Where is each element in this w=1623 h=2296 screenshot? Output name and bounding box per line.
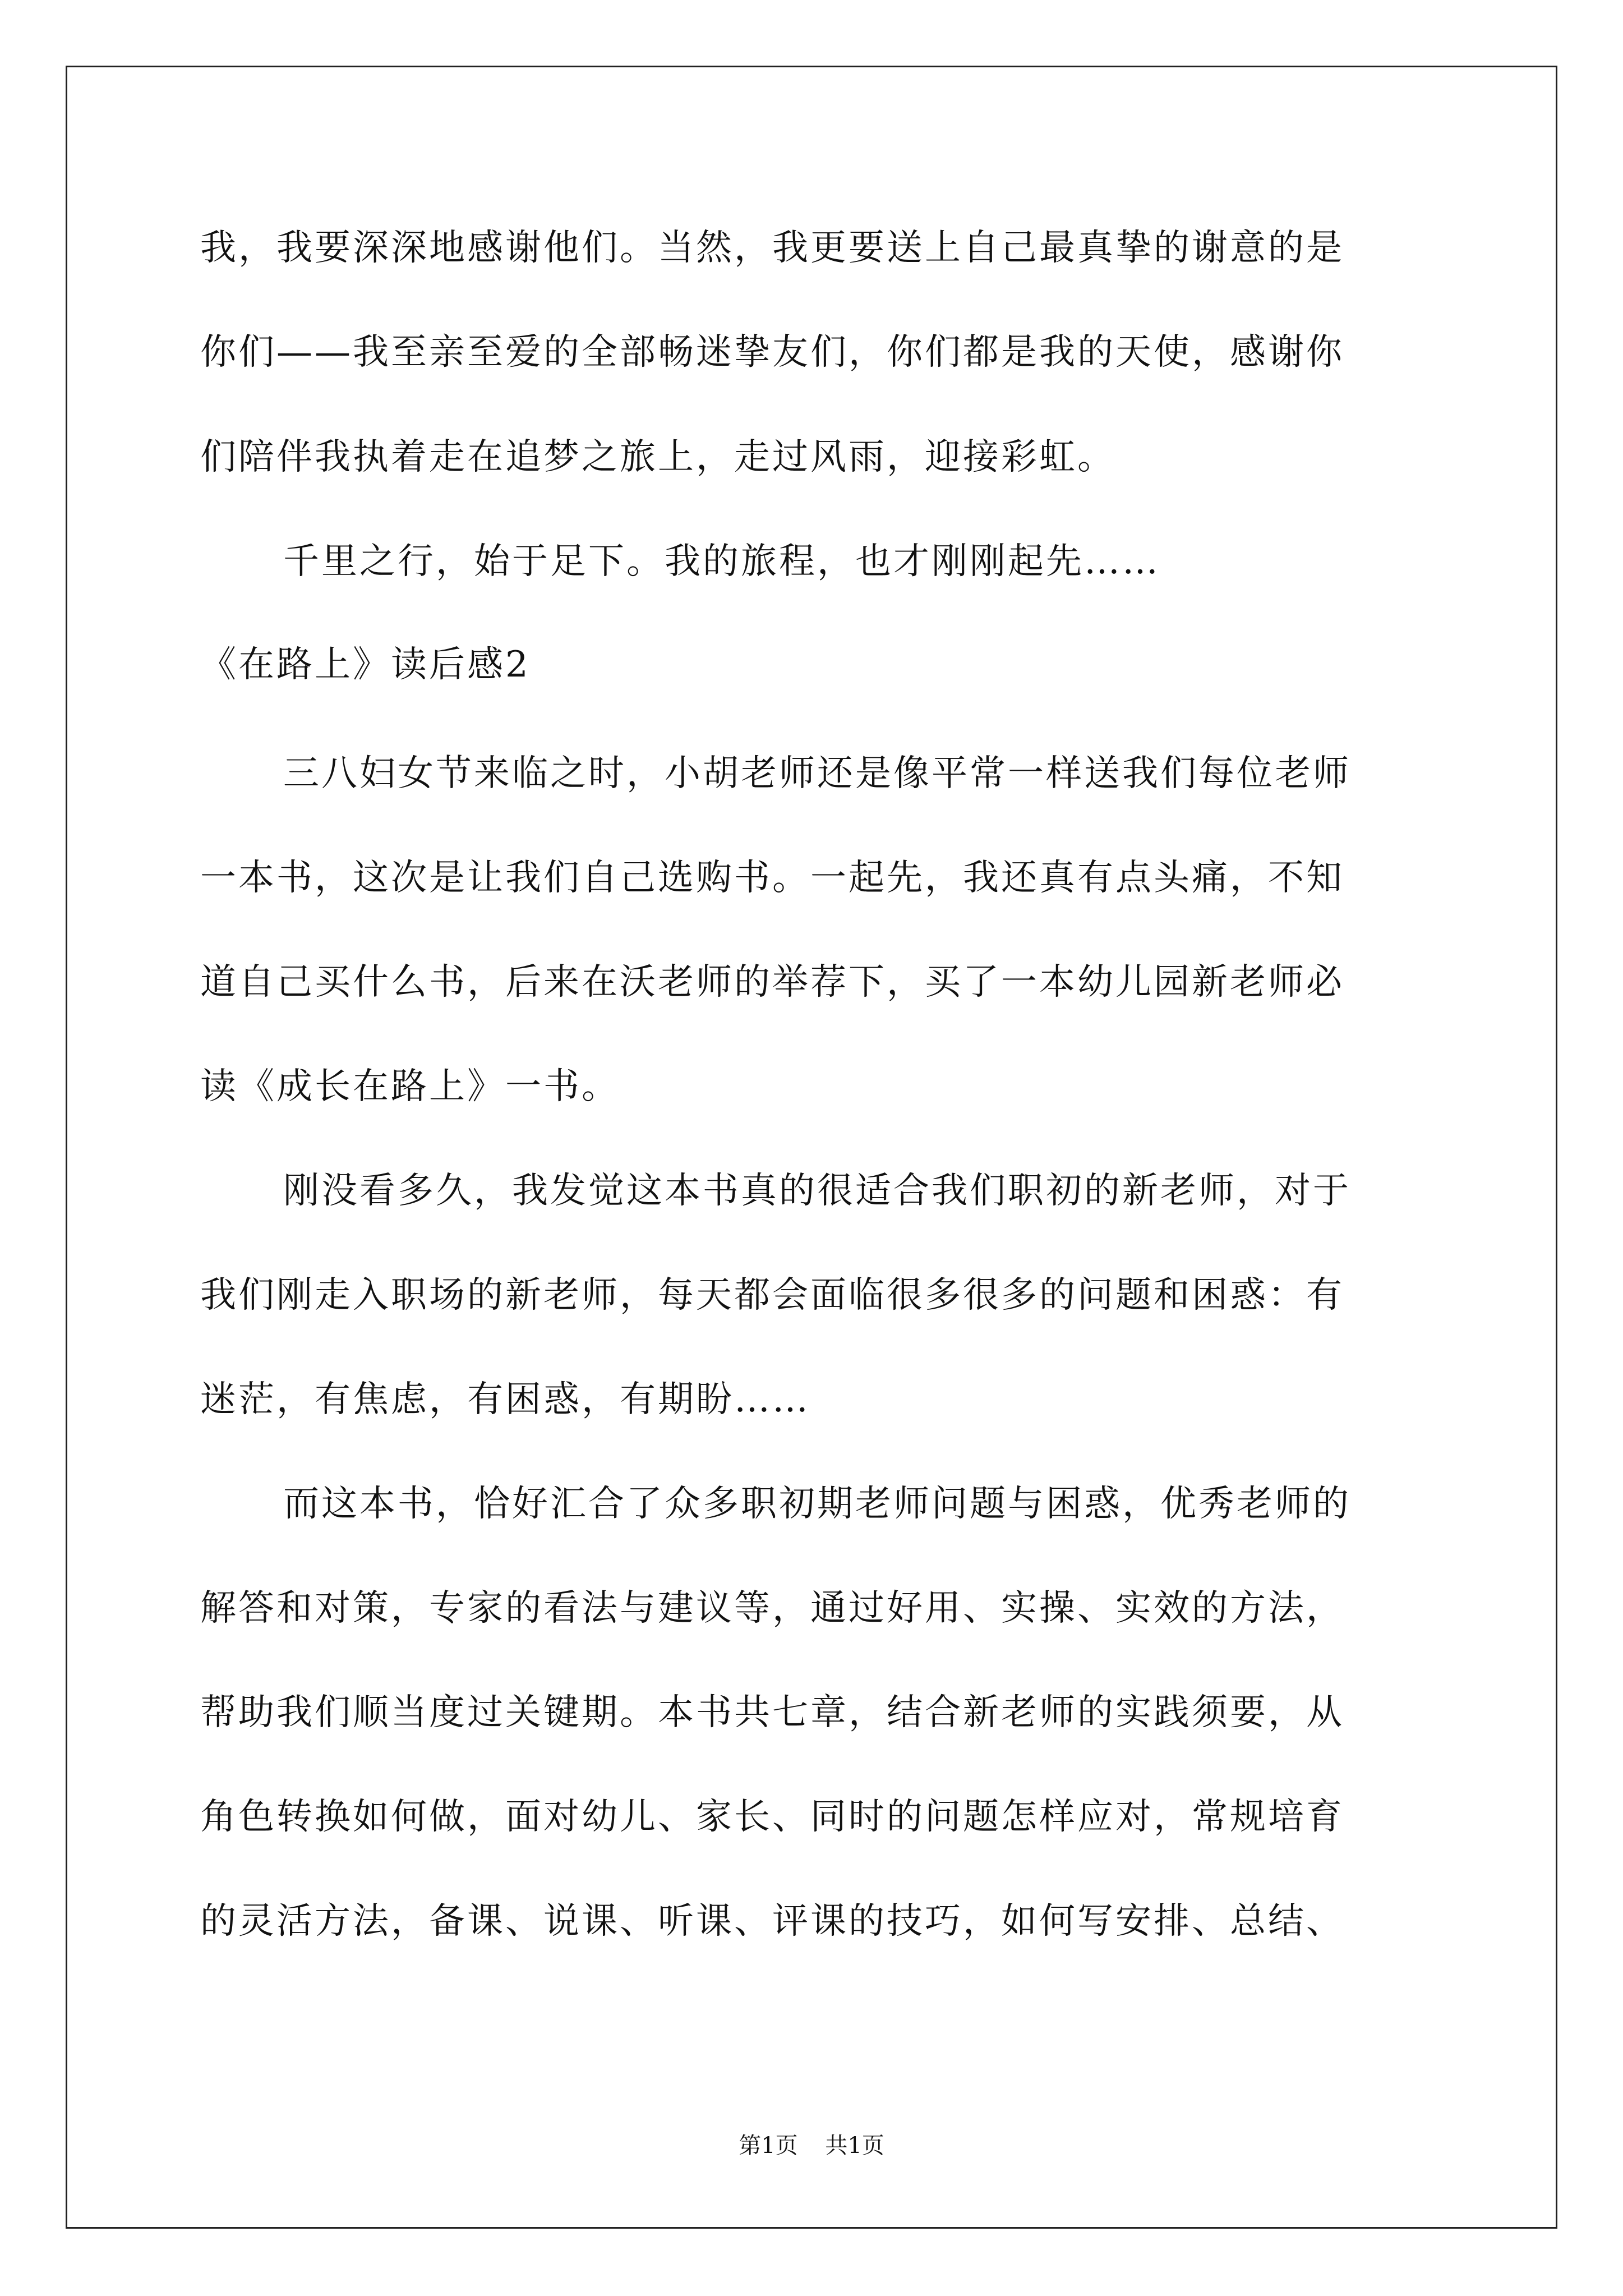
text-line: 迷茫，有焦虑，有困惑，有期盼…… — [200, 1379, 810, 1420]
text-line: 解答和对策，专家的看法与建议等，通过好用、实操、实效的方法， — [200, 1588, 1344, 1629]
text-line: 刚没看多久，我发觉这本书真的很适合我们职初的新老师，对于 — [283, 1170, 1351, 1212]
text-line: 读《成长在路上》一书。 — [200, 1066, 620, 1107]
text-line: 而这本书，恰好汇合了众多职初期老师问题与困惑，优秀老师的 — [283, 1483, 1351, 1525]
text-line: 一本书，这次是让我们自己选购书。一起先，我还真有点头痛，不知 — [200, 857, 1344, 899]
page-total: 共1页 — [825, 2133, 884, 2159]
text-line: 你们——我至亲至爱的全部畅迷挚友们，你们都是我的天使，感谢你 — [200, 332, 1344, 373]
page-footer — [0, 2132, 1623, 2160]
text-line: 我，我要深深地感谢他们。当然，我更要送上自己最真挚的谢意的是 — [200, 227, 1344, 269]
text-line: 道自己买什么书，后来在沃老师的举荐下，买了一本幼儿园新老师必 — [200, 961, 1344, 1003]
page-number: 第1页 — [739, 2133, 798, 2159]
text-line: 的灵活方法，备课、说课、听课、评课的技巧，如何写安排、总结、 — [200, 1901, 1344, 1942]
text-line: 帮助我们顺当度过关键期。本书共七章，结合新老师的实践须要，从 — [200, 1692, 1344, 1733]
text-line: 我们刚走入职场的新老师，每天都会面临很多很多的问题和困惑：有 — [200, 1274, 1344, 1316]
text-line: 角色转换如何做，面对幼儿、家长、同时的问题怎样应对，常规培育 — [200, 1796, 1344, 1838]
text-line: 三八妇女节来临之时，小胡老师还是像平常一样送我们每位老师 — [283, 753, 1351, 794]
section-heading: 《在路上》读后感2 — [200, 644, 531, 685]
text-line: 千里之行，始于足下。我的旅程，也才刚刚起先…… — [283, 541, 1160, 582]
text-line: 们陪伴我执着走在追梦之旅上，走过风雨，迎接彩虹。 — [200, 436, 1115, 478]
